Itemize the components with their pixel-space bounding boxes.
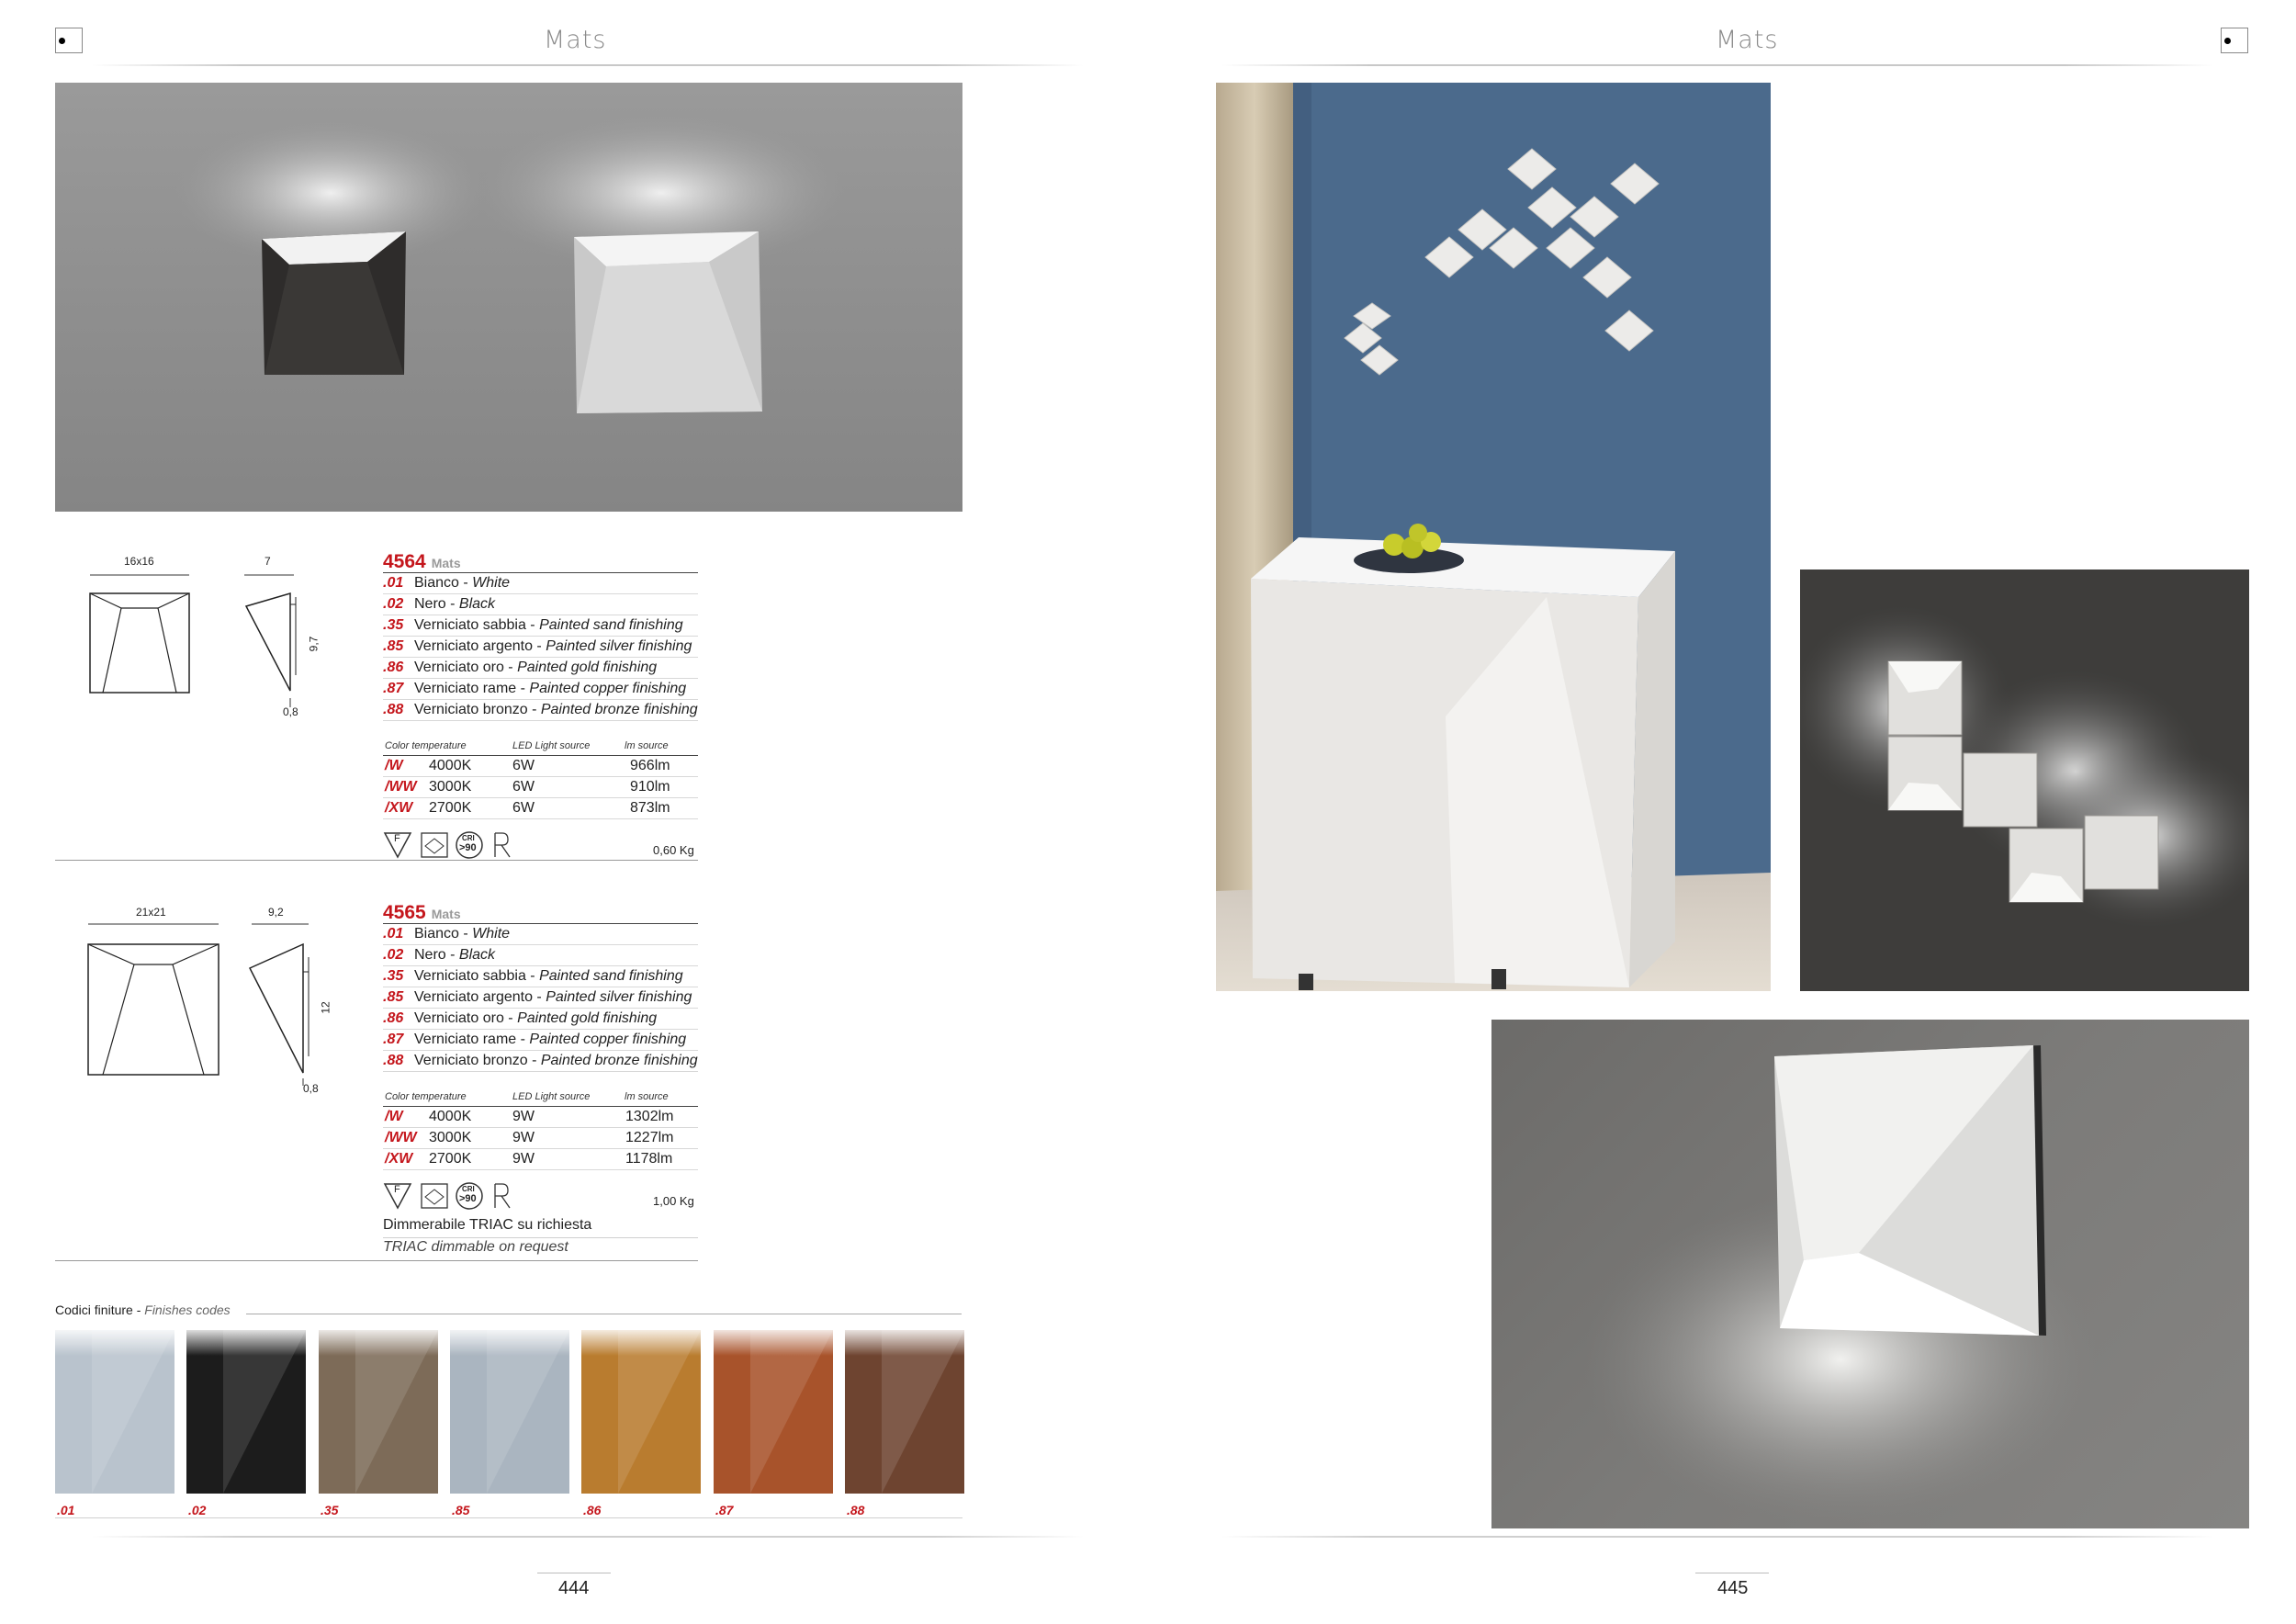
finish-en: Painted bronze finishing (540, 1053, 698, 1068)
finishes-label-it: Codici finiture - (55, 1303, 145, 1317)
finish-it: Verniciato argento (414, 638, 533, 654)
finish-code: .02 (383, 596, 404, 612)
height-dimension-label: 9,7 (307, 636, 321, 652)
right-footer-rule (1221, 1536, 2213, 1538)
sfx: /W (385, 1109, 403, 1124)
finish-row: .02 Nero - Black (383, 594, 698, 615)
finish-it: Verniciato argento (414, 989, 533, 1005)
depth-dimension-label: 9,2 (268, 906, 284, 919)
finish-en: Painted sand finishing (539, 968, 683, 984)
left-page-number: 444 (558, 1578, 590, 1598)
finish-en: White (472, 926, 511, 942)
finish-it: Bianco (414, 575, 459, 591)
certification-icons (383, 829, 539, 861)
finish-it: Nero (414, 947, 446, 963)
cri-label: CRI (462, 834, 475, 842)
col-header-temp: Color temperature (385, 740, 467, 751)
lm: 1227lm (625, 1130, 674, 1145)
finish-row: .35 Verniciato sabbia - Painted sand finishing (383, 966, 698, 987)
product-4565-technical-drawing (83, 919, 331, 1093)
interior-photo-illustration (1216, 83, 1771, 991)
finish-it: Verniciato oro (414, 660, 504, 675)
swatch-facet (92, 1330, 174, 1494)
finish-swatch (186, 1330, 306, 1494)
cri-value: >90 (459, 1193, 477, 1204)
led: 6W (512, 800, 535, 816)
finish-code: .85 (383, 989, 404, 1005)
lm: 873lm (630, 800, 670, 816)
hero-photo-illustration (55, 83, 962, 512)
finish-row: .87 Verniciato rame - Painted copper finishing (383, 1030, 698, 1051)
finish-code: .35 (383, 617, 404, 633)
finish-en: Painted gold finishing (517, 660, 658, 675)
finish-en: Painted gold finishing (517, 1010, 658, 1026)
table-row (383, 1128, 698, 1149)
col-header-led: LED Light source (512, 740, 591, 751)
finish-swatch (319, 1330, 438, 1494)
lamp-cluster-illustration (1800, 570, 2249, 991)
finish-code: .02 (383, 947, 404, 963)
finish-en: Painted bronze finishing (540, 702, 698, 717)
finish-code: .35 (383, 968, 404, 984)
dimmable-note-en: TRIAC dimmable on request (383, 1239, 568, 1255)
temp: 4000K (429, 1109, 472, 1124)
finish-row: .01 Bianco - White (383, 573, 698, 594)
front-dimension-label: 21x21 (136, 906, 166, 919)
col-header-temp: Color temperature (385, 1091, 467, 1102)
finish-en: Painted sand finishing (539, 617, 683, 633)
finish-swatch (845, 1330, 964, 1494)
finish-swatch-code: .35 (321, 1503, 339, 1517)
note-rule (383, 1237, 698, 1238)
hero-photo-two-lamps (55, 83, 962, 512)
right-header-rule (1221, 64, 2213, 66)
swatch-facet (750, 1330, 833, 1494)
left-header-title: Mats (544, 26, 607, 54)
finish-swatch-code: .87 (715, 1503, 734, 1517)
table-row (383, 756, 698, 777)
product-code: 4565 (383, 902, 426, 923)
finish-en: Black (458, 947, 496, 963)
weight-label: 0,60 Kg (653, 843, 694, 857)
finish-swatch-code: .85 (452, 1503, 470, 1517)
finish-row: .86 Verniciato oro - Painted gold finishing (383, 658, 698, 679)
table-row (383, 1107, 698, 1128)
cri-value: >90 (459, 842, 477, 853)
finish-code: .86 (383, 660, 404, 675)
finish-it: Verniciato sabbia (414, 617, 526, 633)
marker-dot-icon (59, 38, 65, 44)
sfx: /WW (385, 1130, 417, 1145)
photo-lamp-closeup (1491, 1020, 2249, 1528)
right-page-marker (2221, 28, 2248, 53)
finish-code: .86 (383, 1010, 404, 1026)
certification-icons (383, 1180, 539, 1212)
finish-swatch-code: .02 (188, 1503, 207, 1517)
product-4564-title (383, 551, 461, 573)
right-page-number: 445 (1717, 1578, 1749, 1598)
finish-en: Painted copper finishing (529, 681, 687, 696)
finish-swatch-code: .86 (583, 1503, 602, 1517)
photo-lamp-cluster (1800, 570, 2249, 991)
finish-en: Painted silver finishing (546, 989, 692, 1005)
finish-code: .88 (383, 1053, 404, 1068)
finish-it: Verniciato bronzo (414, 1053, 528, 1068)
marker-dot-icon (2224, 38, 2231, 44)
temp: 4000K (429, 758, 472, 773)
gap-dimension-label: 0,8 (303, 1082, 319, 1095)
col-header-lm: lm source (625, 1091, 669, 1102)
finish-it: Verniciato bronzo (414, 702, 528, 717)
product-name: Mats (431, 907, 461, 921)
cri-label: CRI (462, 1185, 475, 1193)
finish-it: Verniciato oro (414, 1010, 504, 1026)
table-row (383, 1149, 698, 1170)
swatch-facet (487, 1330, 569, 1494)
finish-en: Painted silver finishing (546, 638, 692, 654)
product-name: Mats (431, 556, 461, 570)
finish-row: .88 Verniciato bronzo - Painted bronze finishing (383, 700, 698, 721)
finish-swatch (450, 1330, 569, 1494)
lm: 1178lm (625, 1151, 673, 1167)
finish-swatch-code: .88 (847, 1503, 865, 1517)
finish-code: .01 (383, 926, 404, 942)
finish-swatch-code: .01 (57, 1503, 75, 1517)
sfx: /XW (385, 1151, 413, 1167)
table-row (383, 798, 698, 819)
product-4564-technical-drawing (83, 570, 321, 716)
col-header-lm: lm source (625, 740, 669, 751)
height-dimension-label: 12 (319, 1001, 332, 1014)
front-dimension-label: 16x16 (124, 555, 154, 568)
dimmable-note-it: Dimmerabile TRIAC su richiesta (383, 1217, 592, 1233)
lm: 1302lm (625, 1109, 674, 1124)
finishes-label-en: Finishes codes (144, 1303, 231, 1317)
finish-row: .87 Verniciato rame - Painted copper finishing (383, 679, 698, 700)
lamp-closeup-illustration (1491, 1020, 2249, 1528)
finish-it: Verniciato sabbia (414, 968, 526, 984)
finish-en: White (472, 575, 511, 591)
lm: 966lm (630, 758, 670, 773)
table-row (383, 777, 698, 798)
temp: 2700K (429, 1151, 472, 1167)
finish-row: .86 Verniciato oro - Painted gold finishing (383, 1009, 698, 1030)
finish-swatch (581, 1330, 701, 1494)
finish-row: .35 Verniciato sabbia - Painted sand finishing (383, 615, 698, 637)
finishes-codes-label (55, 1303, 231, 1317)
finish-row: .88 Verniciato bronzo - Painted bronze finishing (383, 1051, 698, 1072)
section-divider (55, 860, 698, 861)
led: 6W (512, 758, 535, 773)
led: 9W (512, 1151, 535, 1167)
depth-dimension-label: 7 (264, 555, 271, 568)
finish-code: .87 (383, 1032, 404, 1047)
temp: 2700K (429, 800, 472, 816)
right-header-title: Mats (1716, 26, 1779, 54)
finish-row: .02 Nero - Black (383, 945, 698, 966)
finish-it: Bianco (414, 926, 459, 942)
left-footer-rule (92, 1536, 1084, 1538)
finish-code: .88 (383, 702, 404, 717)
sfx: /WW (385, 779, 417, 795)
led: 9W (512, 1130, 535, 1145)
product-code: 4564 (383, 551, 426, 572)
finish-it: Nero (414, 596, 446, 612)
finish-it: Verniciato rame (414, 1032, 517, 1047)
led: 9W (512, 1109, 535, 1124)
finish-en: Painted copper finishing (529, 1032, 687, 1047)
finish-code: .85 (383, 638, 404, 654)
gap-dimension-label: 0,8 (283, 705, 298, 718)
swatch-facet (618, 1330, 701, 1494)
col-header-led: LED Light source (512, 1091, 591, 1102)
f-mark: F (394, 833, 400, 844)
finish-it: Verniciato rame (414, 681, 517, 696)
sfx: /W (385, 758, 403, 773)
interior-photo-sideboard (1216, 83, 1771, 991)
finish-code: .01 (383, 575, 404, 591)
left-header-rule (92, 64, 1084, 66)
finish-row: .01 Bianco - White (383, 924, 698, 945)
temp: 3000K (429, 1130, 472, 1145)
swatch-facet (355, 1330, 438, 1494)
f-mark: F (394, 1184, 400, 1195)
swatch-facet (882, 1330, 964, 1494)
finish-row: .85 Verniciato argento - Painted silver finishing (383, 637, 698, 658)
temp: 3000K (429, 779, 472, 795)
finish-swatch (714, 1330, 833, 1494)
finish-swatch (55, 1330, 174, 1494)
finish-row: .85 Verniciato argento - Painted silver finishing (383, 987, 698, 1009)
weight-label: 1,00 Kg (653, 1194, 694, 1208)
swatch-facet (223, 1330, 306, 1494)
finish-code: .87 (383, 681, 404, 696)
section-divider (55, 1260, 698, 1261)
sfx: /XW (385, 800, 413, 816)
finish-en: Black (458, 596, 496, 612)
led: 6W (512, 779, 535, 795)
product-4565-title (383, 902, 461, 924)
left-page-marker (55, 28, 83, 53)
swatch-code-rule (55, 1517, 962, 1518)
lm: 910lm (630, 779, 670, 795)
